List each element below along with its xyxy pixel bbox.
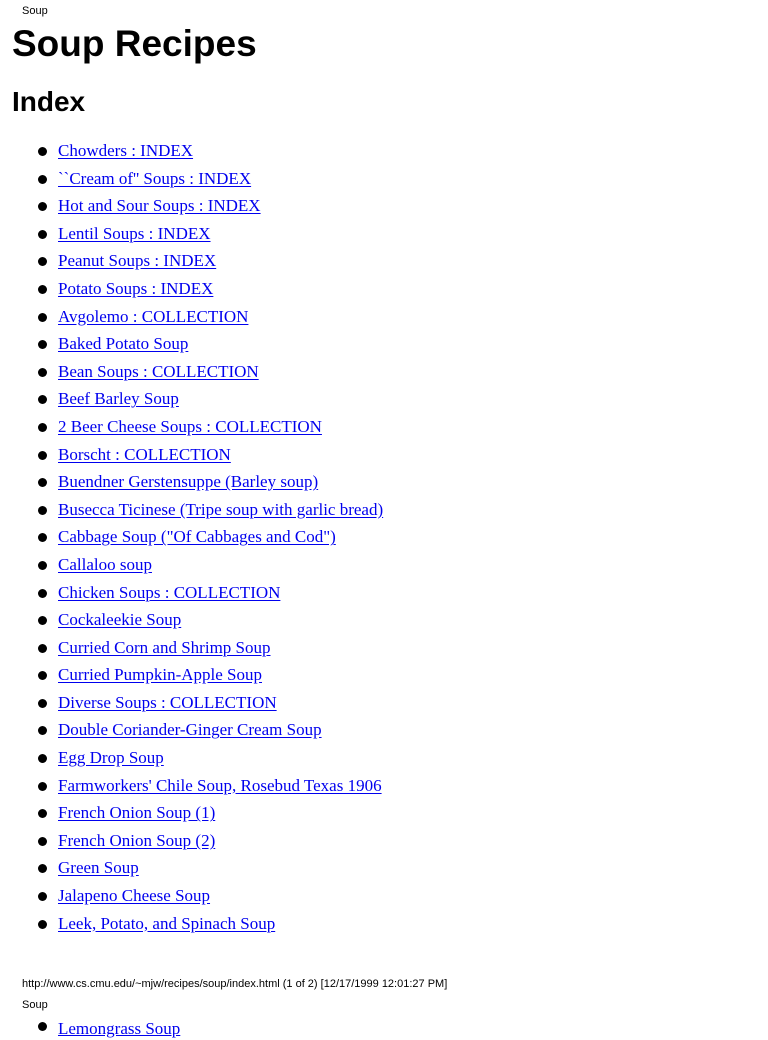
bullet-icon xyxy=(38,589,47,598)
list-item xyxy=(0,137,383,165)
bullet-icon xyxy=(38,175,47,184)
print-footer-url: http://www.cs.cmu.edu/~mjw/recipes/soup/index.html (1 of 2) [12/17/1999 12:01:27 PM] xyxy=(22,978,448,990)
bullet-icon xyxy=(38,257,47,266)
bullet-icon xyxy=(38,864,47,873)
bullet-icon xyxy=(38,478,47,487)
list-item xyxy=(0,358,383,386)
bullet-icon xyxy=(38,147,47,156)
bullet-icon xyxy=(38,782,47,791)
recipe-link[interactable]: Avgolemo : COLLECTION xyxy=(58,306,249,326)
list-item xyxy=(0,579,383,607)
bullet-icon xyxy=(38,671,47,680)
recipe-link[interactable]: Curried Corn and Shrimp Soup xyxy=(58,637,271,657)
page-title: Soup Recipes xyxy=(12,23,257,64)
recipe-link[interactable]: French Onion Soup (2) xyxy=(58,830,216,850)
bullet-icon xyxy=(38,920,47,929)
recipe-link[interactable]: Peanut Soups : INDEX xyxy=(58,251,217,271)
recipe-link[interactable]: Double Coriander-Ginger Cream Soup xyxy=(58,720,322,740)
recipe-link[interactable]: Beef Barley Soup xyxy=(58,389,179,409)
list-item xyxy=(0,827,383,855)
bullet-icon xyxy=(38,754,47,763)
recipe-link[interactable]: Curried Pumpkin-Apple Soup xyxy=(58,665,262,685)
bullet-icon xyxy=(38,644,47,653)
list-item xyxy=(0,716,383,744)
recipe-link[interactable]: Chicken Soups : COLLECTION xyxy=(58,582,281,602)
list-item xyxy=(0,551,383,579)
list-item xyxy=(0,634,383,662)
recipe-link[interactable]: Hot and Sour Soups : INDEX xyxy=(58,196,261,216)
recipe-link[interactable]: Cabbage Soup ("Of Cabbages and Cod") xyxy=(58,527,336,547)
recipe-link[interactable]: French Onion Soup (1) xyxy=(58,803,216,823)
bullet-icon xyxy=(38,451,47,460)
list-item xyxy=(0,330,383,358)
recipe-link[interactable]: Bean Soups : COLLECTION xyxy=(58,361,259,381)
bullet-icon xyxy=(38,285,47,294)
bullet-icon xyxy=(38,1022,47,1031)
list-item xyxy=(0,910,383,938)
bullet-icon xyxy=(38,561,47,570)
recipe-link-list xyxy=(0,137,383,937)
recipe-link[interactable]: Borscht : COLLECTION xyxy=(58,444,231,464)
bullet-icon xyxy=(38,395,47,404)
next-page-list-item xyxy=(0,1016,768,1038)
list-item xyxy=(0,496,383,524)
bullet-icon xyxy=(38,506,47,515)
recipe-link[interactable]: Jalapeno Cheese Soup xyxy=(58,886,211,906)
bullet-icon xyxy=(38,726,47,735)
bullet-icon xyxy=(38,809,47,818)
recipe-link[interactable]: Baked Potato Soup xyxy=(58,334,189,354)
bullet-icon xyxy=(38,313,47,322)
recipe-link[interactable]: Cockaleekie Soup xyxy=(58,610,182,630)
list-item xyxy=(0,220,383,248)
recipe-link[interactable]: Leek, Potato, and Spinach Soup xyxy=(58,913,276,933)
bullet-icon xyxy=(38,837,47,846)
recipe-link[interactable]: Busecca Ticinese (Tripe soup with garlic bread) xyxy=(58,499,384,519)
list-item xyxy=(0,413,383,441)
bullet-icon xyxy=(38,423,47,432)
bullet-icon xyxy=(38,699,47,708)
list-item xyxy=(0,385,383,413)
list-item xyxy=(0,441,383,469)
recipe-link[interactable]: 2 Beer Cheese Soups : COLLECTION xyxy=(58,416,322,436)
list-item xyxy=(0,689,383,717)
recipe-link[interactable]: Buendner Gerstensuppe (Barley soup) xyxy=(58,472,319,492)
recipe-link[interactable]: Chowders : INDEX xyxy=(58,141,194,160)
index-heading: Index xyxy=(12,86,86,117)
list-item xyxy=(0,744,383,772)
recipe-link[interactable]: Lentil Soups : INDEX xyxy=(58,223,211,243)
bullet-icon xyxy=(38,202,47,211)
list-item xyxy=(0,247,383,275)
bullet-icon xyxy=(38,616,47,625)
list-item xyxy=(0,275,383,303)
recipe-link[interactable]: ``Cream of'' Soups : INDEX xyxy=(58,168,252,188)
recipe-link[interactable]: Green Soup xyxy=(58,858,139,878)
recipe-link[interactable]: Farmworkers' Chile Soup, Rosebud Texas 1906 xyxy=(58,775,382,795)
next-page-running-header: Soup xyxy=(22,999,48,1011)
bullet-icon xyxy=(38,340,47,349)
recipe-link[interactable]: Lemongrass Soup xyxy=(58,1019,181,1038)
list-item xyxy=(0,165,383,193)
list-item xyxy=(0,303,383,331)
list-item xyxy=(0,854,383,882)
recipe-link[interactable]: Diverse Soups : COLLECTION xyxy=(58,692,277,712)
bullet-icon xyxy=(38,368,47,377)
list-item xyxy=(0,523,383,551)
recipe-link[interactable]: Potato Soups : INDEX xyxy=(58,278,214,298)
bullet-icon xyxy=(38,230,47,239)
recipe-link[interactable]: Egg Drop Soup xyxy=(58,748,164,768)
list-item xyxy=(0,772,383,800)
running-header: Soup xyxy=(22,5,48,17)
list-item xyxy=(0,882,383,910)
list-item xyxy=(0,468,383,496)
list-item xyxy=(0,661,383,689)
list-item xyxy=(0,799,383,827)
list-item xyxy=(0,606,383,634)
bullet-icon xyxy=(38,533,47,542)
recipe-link[interactable]: Callaloo soup xyxy=(58,554,152,574)
list-item xyxy=(0,192,383,220)
bullet-icon xyxy=(38,892,47,901)
